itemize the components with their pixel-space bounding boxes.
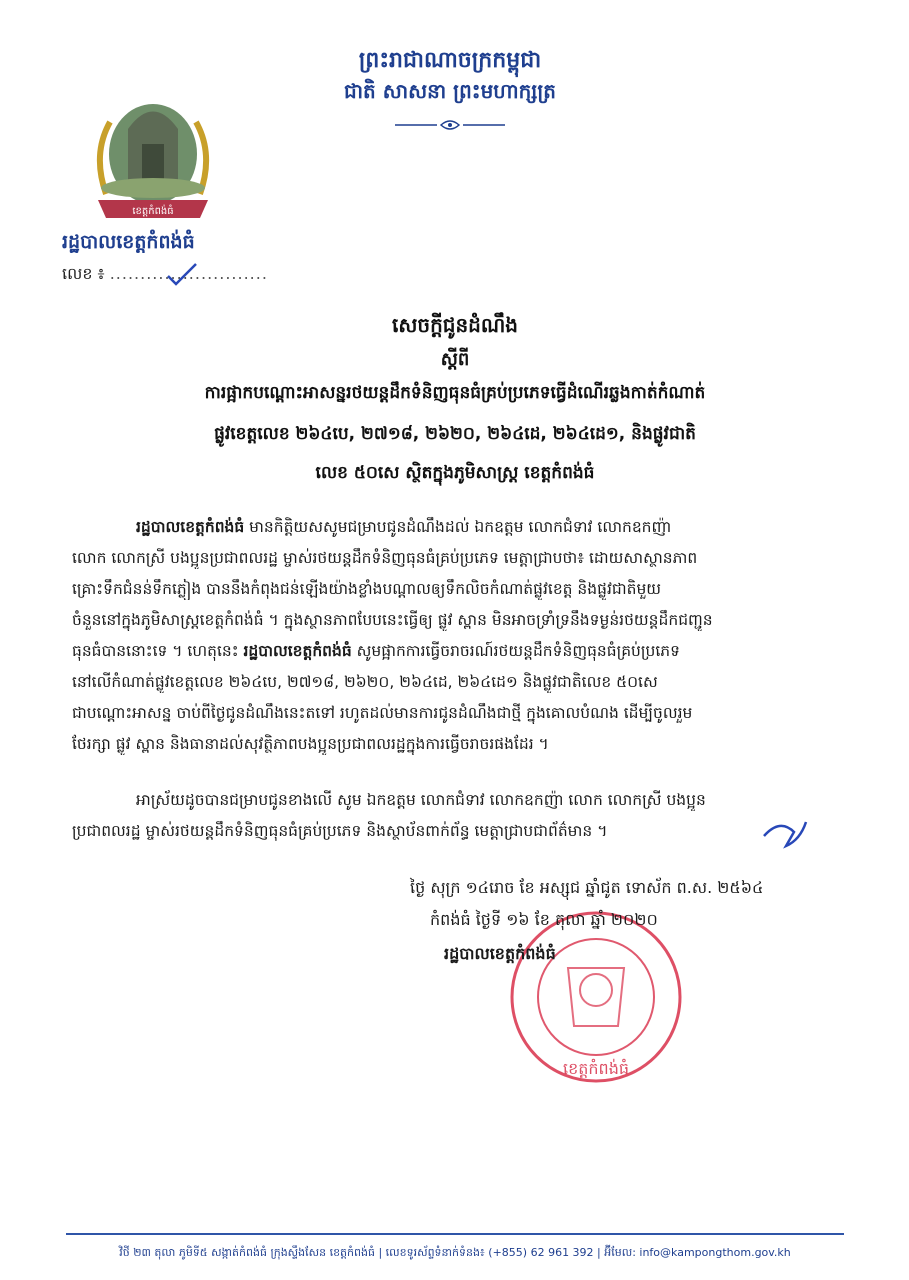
lunar-date: ថ្ងៃ សុក្រ ១៤រោច ខែ អស្សុជ ឆ្នាំជូត ទោស័ក ព.ស. ២៥៦៤	[410, 878, 764, 897]
province-emblem	[88, 84, 218, 222]
body-line: រដ្ឋបាលខេត្តកំពង់ធំ មានកិត្តិយសសូមជម្រាបជូនដំណឹងដល់ ឯកឧត្តម លោកជំទាវ លោកឧកញ៉ា	[136, 518, 672, 536]
number-value: ..........................	[109, 264, 268, 283]
title-subject-line-1: ការផ្អាកបណ្តោះអាសន្នរថយន្តដឹកទំនិញធុនធំគ្រប់ប្រភេទធ្វើដំណើរឆ្លងកាត់កំណាត់	[204, 383, 706, 403]
body-line: ជាបណ្តោះអាសន្ន ចាប់ពីថ្ងៃជូនដំណឹងនេះតទៅ រហូតដល់មានការជូនដំណឹងជាថ្មី ក្នុងគោលបំណង ដើម្បីចូលរួម	[72, 704, 693, 722]
title-subject-line-3: លេខ ៥០សេ ស្ថិតក្នុងភូមិសាស្ត្រ ខេត្តកំពង់ធំ	[315, 463, 595, 483]
initial-mark-icon	[760, 812, 810, 852]
footer-contact: វិថី ២៣ តុលា ភូមិទី៥ សង្កាត់កំពង់ធំ ក្រុងស្ទឹងសែន ខេត្តកំពង់ធំ | លេខទូរស័ព្ទទំនាក់ទំនង៖ (+855) 62 961 392 | អ៊ីមែល: info@kampongthom.gov.kh	[119, 1246, 791, 1259]
body-line: ចំនួននៅក្នុងភូមិសាស្ត្រខេត្តកំពង់ធំ ។ ក្នុងស្ថានភាពបែបនេះធ្វើឲ្យ ផ្លូវ ស្ពាន មិនអាចទ្រាំទ្រនឹងទម្ងន់រថយន្តដឹកជញ្ជូន	[72, 611, 713, 629]
kingdom-name: ព្រះរាជាណាចក្រកម្ពុជា	[358, 48, 542, 73]
body-line: ប្រជាពលរដ្ឋ ម្ចាស់រថយន្តដឹកទំនិញធុនធំគ្រប់ប្រភេទ និងស្ថាប័នពាក់ព័ន្ធ មេត្តាជ្រាបជាព័ត៌មាន ។	[72, 822, 608, 840]
body-line: លោក លោកស្រី បងប្អូនប្រជាពលរដ្ឋ ម្ចាស់រថយន្តដឹកទំនិញធុនធំគ្រប់ប្រភេទ មេត្តាជ្រាបថា៖ ដោយសាស្ថានភាព	[72, 549, 698, 567]
letterhead	[300, 46, 600, 106]
body-line: អាស្រ័យដូចបានជម្រាបជូនខាងលើ សូម ឯកឧត្តម លោកជំទាវ លោកឧកញ៉ា លោក លោកស្រី បងប្អូន	[136, 791, 706, 809]
title-subject-label: ស្តីពី	[440, 349, 470, 370]
signer-title: រដ្ឋបាលខេត្តកំពង់ធំ	[444, 944, 556, 963]
body-line: នៅលើកំណាត់ផ្លូវខេត្តលេខ ២៦៤បេ, ២៧១៨, ២៦២០, ២៦៤ដេ, ២៦៤ដេ១ និងផ្លូវជាតិលេខ ៥០សេ	[72, 673, 658, 691]
number-label: លេខ ៖	[62, 264, 105, 283]
body-line: ធុនធំបាននោះទេ ។ ហេតុនេះ រដ្ឋបាលខេត្តកំពង់ធំ សូមផ្អាកការធ្វើចរាចរណ៍រថយន្តដឹកទំនិញធុនធំគ្រប់ប្រភេទ	[72, 642, 680, 660]
checkmark-icon	[164, 260, 200, 288]
footer-divider	[66, 1233, 844, 1235]
national-motto: ជាតិ សាសនា ព្រះមហាក្សត្រ	[344, 79, 556, 103]
ornament-divider	[395, 118, 505, 132]
body-line: គ្រោះទឹកជំនន់ទឹកភ្លៀង បាននឹងកំពុងជន់ឡើងយ៉ាងខ្លាំងបណ្តាលឲ្យទឹកលិចកំណាត់ផ្លូវខេត្ត និងផ្លូវជាតិមួយ	[72, 580, 662, 598]
authority-name-bold: រដ្ឋបាលខេត្តកំពង់ធំ	[243, 642, 352, 660]
footer-address: វិថី ២៣ តុលា ភូមិទី៥ សង្កាត់កំពង់ធំ ក្រុងស្ទឹងសែន ខេត្តកំពង់ធំ	[119, 1246, 375, 1259]
body-line: ថែរក្សា ផ្លូវ ស្ពាន និងធានាដល់សុវត្ថិភាពបងប្អូនប្រជាពលរដ្ឋក្នុងការធ្វើចរាចរផងដែរ ។	[72, 735, 549, 753]
document-title: សេចក្តីជូនដំណឹង	[392, 313, 518, 337]
solar-date: កំពង់ធំ ថ្ងៃទី ១៦ ខែ តុលា ឆ្នាំ ២០២០	[430, 910, 658, 929]
footer-email: info@kampongthom.gov.kh	[639, 1246, 791, 1259]
footer-phone-label: លេខទូរស័ព្ទទំនាក់ទំនង៖	[385, 1246, 485, 1259]
title-subject-line-2: ផ្លូវខេត្តលេខ ២៦៤បេ, ២៧១៨, ២៦២០, ២៦៤ដេ, ២៦៤ដេ១, និងផ្លូវជាតិ	[214, 424, 696, 444]
authority-name-bold: រដ្ឋបាលខេត្តកំពង់ធំ	[136, 518, 245, 536]
footer-phone: (+855) 62 961 392	[488, 1246, 594, 1259]
seal-text: ខេត្តកំពង់ធំ	[562, 1059, 630, 1078]
logo-caption: ខេត្តកំពង់ធំ	[132, 206, 174, 217]
footer-email-label: អ៊ីមែល:	[604, 1246, 636, 1259]
issuing-authority: រដ្ឋបាលខេត្តកំពង់ធំ	[62, 231, 195, 253]
official-seal	[498, 908, 694, 1086]
